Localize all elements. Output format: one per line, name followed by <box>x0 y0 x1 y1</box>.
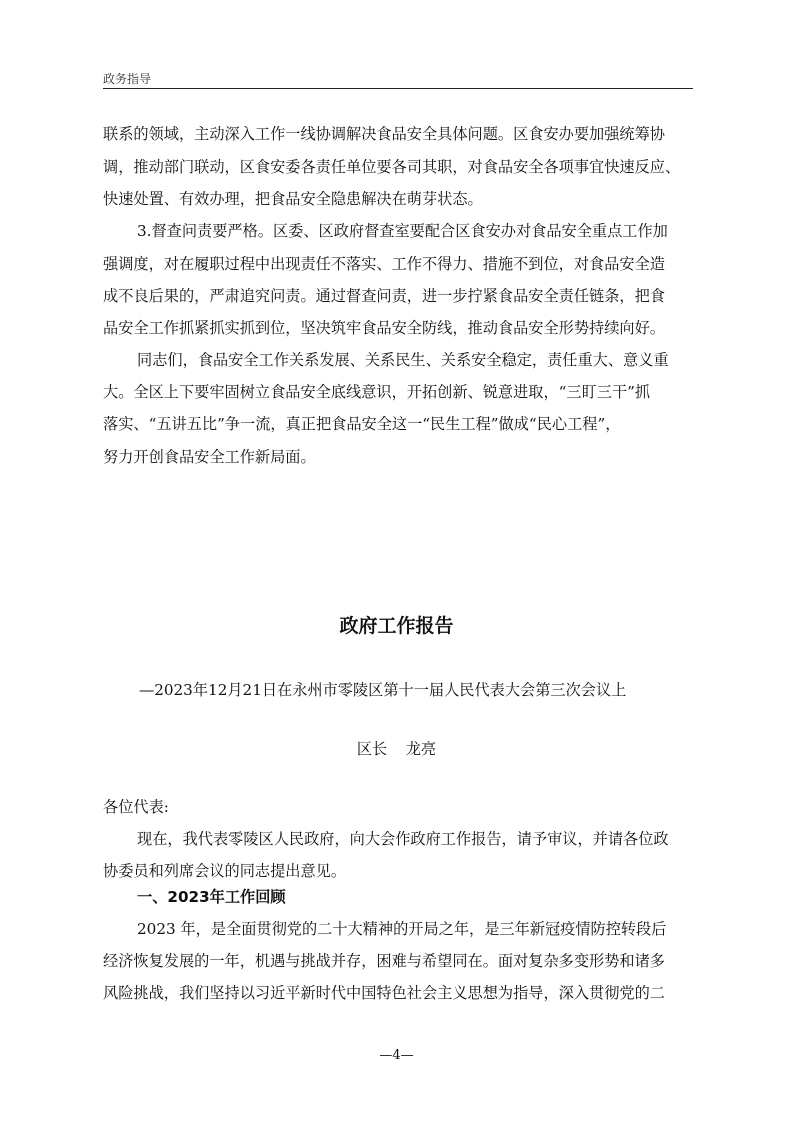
report-subtitle: —2023年12月21日在永州市零陵区第十一届人民代表大会第三次会议上 <box>139 681 627 699</box>
report-author: 区长 龙亮 <box>356 740 437 758</box>
paragraph-line: 经济恢复发展的一年，机遇与挑战并存，困难与希望同在。面对复杂多变形势和诸多 <box>103 952 665 970</box>
paragraph-line: 大。全区上下要牢固树立食品安全底线意识，开拓创新、锐意进取，“三盯三干”抓 <box>103 383 651 401</box>
paragraph-line: 同志们，食品安全工作关系发展、关系民生、关系安全稳定，责任重大、意义重 <box>137 351 669 369</box>
running-header: 政务指导 <box>103 72 152 86</box>
page-number: —4— <box>379 1048 414 1063</box>
paragraph-line: 协委员和列席会议的同志提出意见。 <box>103 862 346 880</box>
section-heading: 一、2023年工作回顾 <box>137 888 286 906</box>
paragraph-line: 联系的领域，主动深入工作一线协调解决食品安全具体问题。区食安办要加强统筹协 <box>103 125 665 143</box>
paragraph-line: 成不良后果的，严肃追究问责。通过督查问责，进一步拧紧食品安全责任链条，把食 <box>103 287 665 305</box>
paragraph-line: 2023 年，是全面贯彻党的二十大精神的开局之年，是三年新冠疫情防控转段后 <box>137 920 667 938</box>
paragraph-line: 调，推动部门联动，区食安委各责任单位要各司其职，对食品安全各项事宜快速反应、 <box>103 158 681 176</box>
paragraph-line: 努力开创食品安全工作新局面。 <box>103 448 316 466</box>
header-divider <box>103 88 693 89</box>
paragraph-line: 风险挑战，我们坚持以习近平新时代中国特色社会主义思想为指导，深入贯彻党的二 <box>103 984 665 1002</box>
paragraph-line: 快速处置、有效办理，把食品安全隐患解决在萌芽状态。 <box>103 190 483 208</box>
salutation: 各位代表: <box>103 798 169 816</box>
report-title: 政府工作报告 <box>339 615 454 637</box>
paragraph-line: 品安全工作抓紧抓实抓到位，坚决筑牢食品安全防线，推动食品安全形势持续向好。 <box>103 319 665 337</box>
paragraph-line: 现在，我代表零陵区人民政府，向大会作政府工作报告，请予审议，并请各位政 <box>137 830 669 848</box>
paragraph-line: 强调度，对在履职过程中出现责任不落实、工作不得力、措施不到位，对食品安全造 <box>103 255 665 273</box>
paragraph-line: 3.督查问责要严格。区委、区政府督查室要配合区食安办对食品安全重点工作加 <box>137 222 668 240</box>
paragraph-line: 落实、“五讲五比”争一流，真正把食品安全这一“民生工程”做成“民心工程”， <box>103 415 621 433</box>
